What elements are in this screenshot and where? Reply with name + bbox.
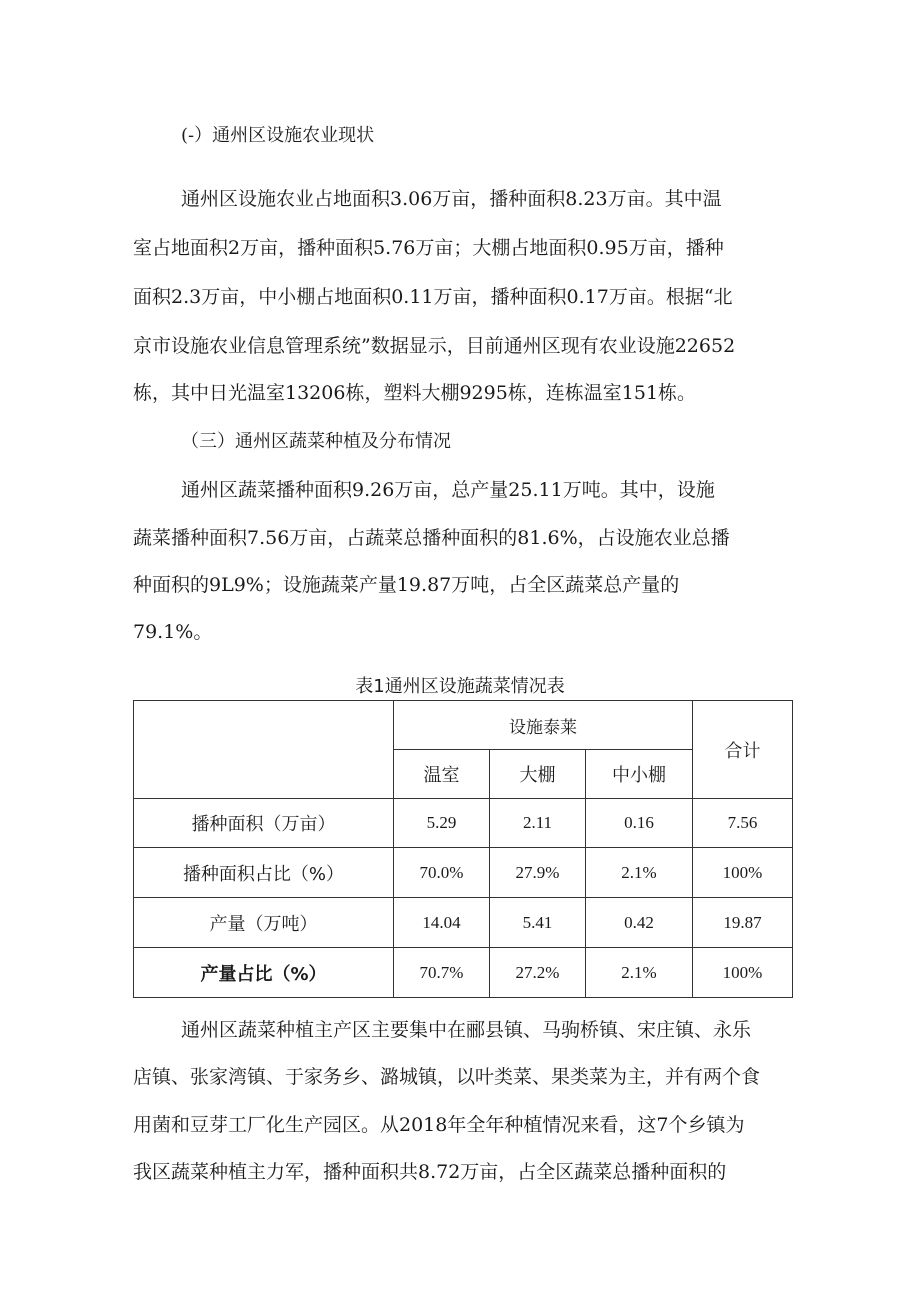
row-label: 播种面积（万亩）	[134, 799, 394, 848]
paragraph-line: 京市设施农业信息管理系统”数据显示，目前通州区现有农业设施22652	[133, 335, 736, 357]
table-cell: 2.1%	[586, 948, 693, 998]
paragraph-line: 用菌和豆芽工厂化生产园区。从2018年全年种植情况来看，这7个乡镇为	[133, 1114, 745, 1136]
paragraph-line: 店镇、张家湾镇、于家务乡、潞城镇，以叶类菜、果类菜为主，并有两个食	[133, 1066, 761, 1088]
table-corner-cell	[134, 701, 394, 799]
group-header: 设施泰莱	[394, 701, 693, 750]
facility-vegetable-table	[133, 700, 793, 998]
subheader-greenhouse: 温室	[394, 750, 490, 799]
table-cell: 27.2%	[490, 948, 586, 998]
row-label: 产量占比（%）	[134, 948, 394, 998]
section-heading-status: (-）通州区设施农业现状	[181, 125, 375, 146]
table-row	[134, 848, 793, 898]
table-cell: 5.29	[394, 799, 490, 848]
table-row	[134, 948, 793, 998]
table-cell: 14.04	[394, 898, 490, 948]
paragraph-line: 栋，其中日光温室13206栋，塑料大棚9295栋，连栋温室151栋。	[133, 382, 697, 404]
table-cell: 7.56	[693, 799, 793, 848]
table-cell: 70.7%	[394, 948, 490, 998]
paragraph-line: 我区蔬菜种植主力军，播种面积共8.72万亩，占全区蔬菜总播种面积的	[133, 1161, 727, 1183]
table-cell: 19.87	[693, 898, 793, 948]
paragraph-line: 室占地面积2万亩，播种面积5.76万亩；大棚占地面积0.95万亩，播种	[133, 237, 724, 259]
table-cell: 2.11	[490, 799, 586, 848]
paragraph-line: 面积2.3万亩，中小棚占地面积0.11万亩，播种面积0.17万亩。根据“北	[133, 286, 733, 308]
table-row	[134, 898, 793, 948]
row-label: 播种面积占比（%）	[134, 848, 394, 898]
subheader-small-shed: 中小棚	[586, 750, 693, 799]
paragraph-line: 79.1%。	[133, 621, 213, 643]
paragraph-line: 通州区蔬菜种植主产区主要集中在郦县镇、马驹桥镇、宋庄镇、永乐	[181, 1019, 752, 1041]
table-cell: 0.16	[586, 799, 693, 848]
table-header-row	[134, 701, 793, 750]
total-header: 合计	[693, 701, 793, 799]
table-caption: 表1通州区设施蔬菜情况表	[355, 676, 565, 697]
row-label: 产量（万吨）	[134, 898, 394, 948]
table-row	[134, 799, 793, 848]
paragraph-line: 蔬菜播种面积7.56万亩，占蔬菜总播种面积的81.6%，占设施农业总播	[133, 527, 730, 549]
paragraph-line: 通州区设施农业占地面积3.06万亩，播种面积8.23万亩。其中温	[181, 188, 722, 210]
table-cell: 27.9%	[490, 848, 586, 898]
table-cell: 2.1%	[586, 848, 693, 898]
table-cell: 100%	[693, 848, 793, 898]
table-cell: 70.0%	[394, 848, 490, 898]
paragraph-line: 通州区蔬菜播种面积9.26万亩，总产量25.11万吨。其中，设施	[181, 479, 715, 501]
table-cell: 100%	[693, 948, 793, 998]
table-cell: 0.42	[586, 898, 693, 948]
section-heading-vegetables: （三）通州区蔬菜种植及分布情况	[181, 431, 451, 452]
paragraph-line: 种面积的9L9%；设施蔬菜产量19.87万吨，占全区蔬菜总产量的	[133, 574, 680, 596]
subheader-large-shed: 大棚	[490, 750, 586, 799]
table-cell: 5.41	[490, 898, 586, 948]
